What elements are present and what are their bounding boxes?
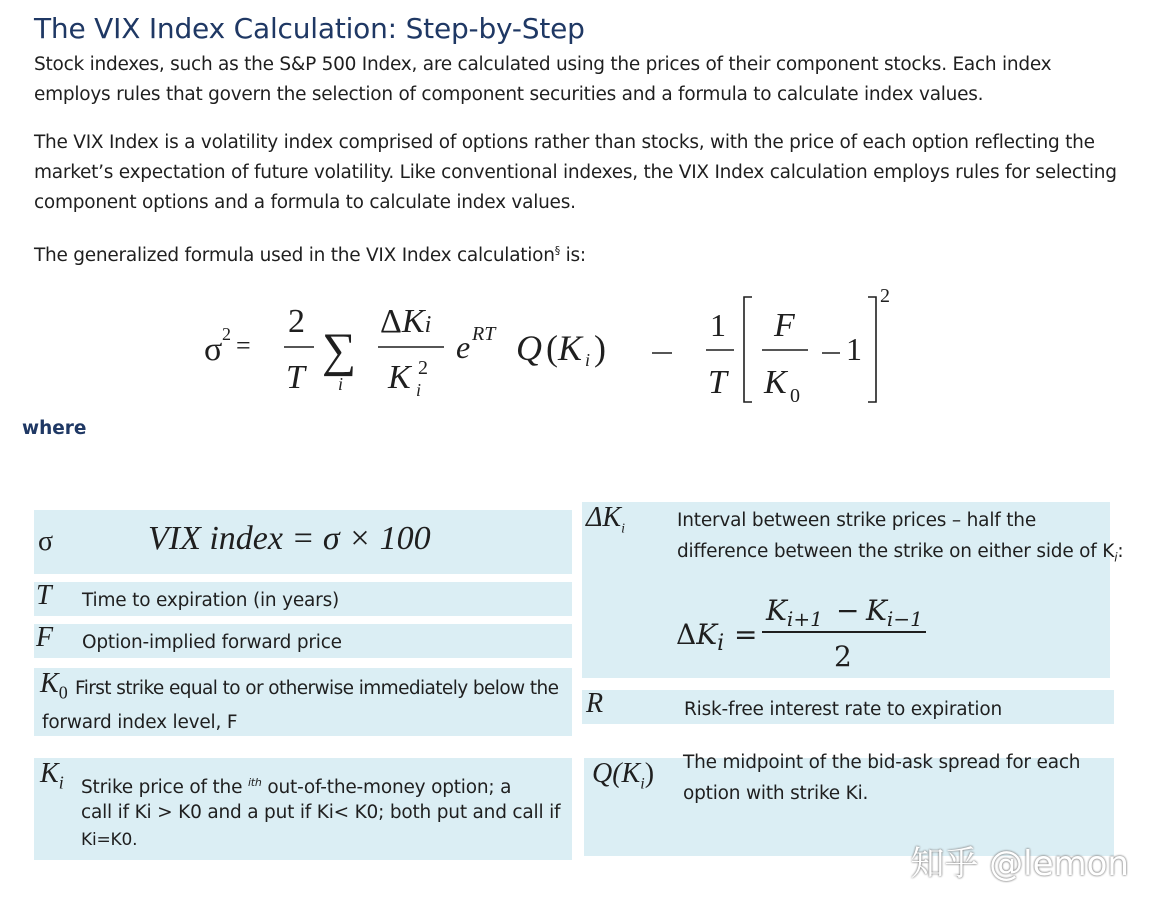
definition-K0 bbox=[34, 668, 572, 736]
watermark: 知乎 @lemon bbox=[910, 844, 1129, 884]
intro-paragraph-2: The VIX Index is a volatility index comprised of options rather than stocks, with the price of each option reflecting the market’s expectation of future volatility. Like conventional indexes, the VIX Index calculation employs rules for selecting component options and a formula to calculate index values. bbox=[34, 132, 1117, 213]
formula-intro-text: The generalized formula used in the VIX Index calculation bbox=[34, 245, 555, 267]
formula-intro-end: is: bbox=[559, 245, 586, 267]
Ki-symbol: $K_i$ bbox=[40, 758, 64, 793]
definition-F bbox=[34, 624, 572, 658]
svg-text:ΔKi: $\Delta K_i$ bbox=[676, 618, 725, 656]
where-label: where bbox=[22, 418, 87, 439]
svg-text:−: − bbox=[836, 594, 860, 627]
T-description: Time to expiration (in years) bbox=[82, 590, 340, 611]
R-symbol: R bbox=[586, 688, 604, 719]
definition-T bbox=[34, 582, 572, 616]
Ki-description-line1: Strike price of the $^{ith}$ out-of-the-money option; a bbox=[81, 776, 512, 799]
svg-text:(: ( bbox=[546, 328, 558, 368]
Q-description-line2: option with strike Ki. bbox=[683, 783, 869, 804]
svg-text:1: 1 bbox=[710, 307, 726, 343]
vix-index-definition: VIX index = σ × 100 bbox=[148, 520, 431, 557]
delta-K-formula bbox=[672, 586, 932, 676]
svg-text:K: K bbox=[388, 359, 411, 396]
K0-symbol: $K_0$ bbox=[40, 668, 68, 703]
svg-text:i: i bbox=[585, 350, 591, 370]
Q-description-line1: The midpoint of the bid-ask spread for each bbox=[683, 752, 1081, 773]
F-description: Option-implied forward price bbox=[82, 632, 342, 653]
Q-symbol: $Q(K_i)$ bbox=[592, 758, 655, 793]
svg-text:RT: RT bbox=[472, 323, 496, 345]
section-mark: § bbox=[554, 244, 560, 257]
svg-text:T: T bbox=[286, 359, 305, 396]
svg-text:2: 2 bbox=[418, 357, 428, 379]
svg-text:=: = bbox=[734, 618, 758, 651]
Ki-description-line2: call if Ki > K0 and a put if Ki< K0; both put and call if bbox=[81, 802, 561, 823]
Ki-description-line3: Ki=K0. bbox=[81, 830, 138, 850]
definition-sigma bbox=[34, 510, 572, 574]
svg-text:ΔKi: ΔKi bbox=[380, 303, 432, 340]
svg-text:i: i bbox=[338, 374, 344, 394]
svg-text:T: T bbox=[708, 364, 727, 401]
T-symbol: T bbox=[36, 580, 52, 611]
svg-text:2: 2 bbox=[834, 640, 852, 673]
svg-text:2: 2 bbox=[222, 324, 231, 344]
F-symbol: F bbox=[36, 622, 54, 653]
svg-text:K: K bbox=[764, 364, 787, 401]
K0-description-line2: forward index level, F bbox=[42, 712, 238, 733]
svg-text:1: 1 bbox=[846, 331, 862, 367]
R-description: Risk-free interest rate to expiration bbox=[684, 699, 1003, 720]
svg-text:i: i bbox=[416, 380, 422, 400]
svg-text:σ: σ bbox=[204, 331, 223, 368]
intro-paragraph-1: Stock indexes, such as the S&P 500 Index, are calculated using the prices of their component stocks. Each index employs rules that govern the selection of component securities and a formula to calculate index values. bbox=[34, 54, 1052, 105]
svg-text:e: e bbox=[456, 329, 471, 365]
svg-text:Ki−1: $K_{i-1}$ bbox=[866, 594, 923, 631]
svg-text:K: K bbox=[558, 328, 583, 368]
svg-text:=: = bbox=[236, 331, 251, 360]
delta-K-symbol: $\Delta K_i$ bbox=[586, 502, 625, 537]
definition-Ki bbox=[34, 758, 572, 860]
delta-K-description-line2: difference between the strike on either side of $K_i$: bbox=[677, 541, 1124, 565]
svg-text:∑: ∑ bbox=[322, 324, 357, 377]
delta-K-description-line1: Interval between strike prices – half the bbox=[677, 510, 1037, 531]
definition-R bbox=[582, 690, 1114, 724]
K0-description-line1: First strike equal to or otherwise immediately below the bbox=[75, 678, 559, 699]
vix-generalized-formula bbox=[0, 280, 1159, 410]
svg-text:2: 2 bbox=[880, 285, 890, 307]
svg-text:F: F bbox=[774, 307, 795, 344]
sigma-symbol: σ bbox=[38, 526, 54, 557]
page-title: The VIX Index Calculation: Step-by-Step bbox=[34, 12, 585, 45]
svg-text:): ) bbox=[594, 328, 606, 368]
svg-text:Q: Q bbox=[516, 328, 542, 368]
svg-text:Ki+1: $K_{i+1}$ bbox=[766, 594, 823, 631]
intro-paragraph-3 bbox=[34, 236, 1124, 271]
definition-delta-K bbox=[582, 502, 1124, 678]
svg-text:2: 2 bbox=[288, 303, 305, 340]
svg-text:0: 0 bbox=[790, 385, 800, 407]
